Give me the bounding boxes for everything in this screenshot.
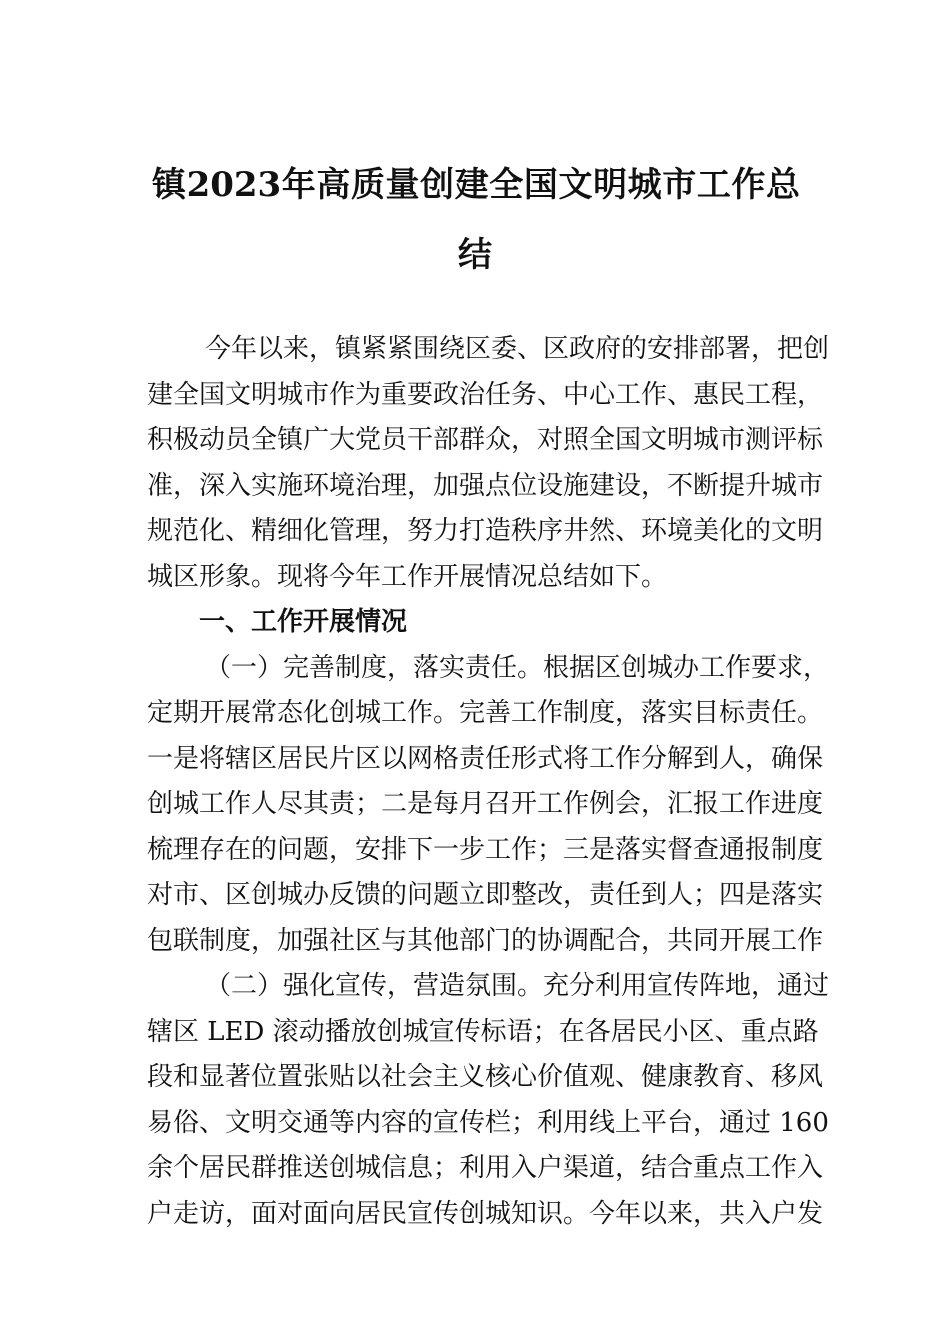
text-line: 段和显著位置张贴以社会主义核心价值观、健康教育、移风 (147, 1062, 824, 1092)
text-line: 一是将辖区居民片区以网格责任形式将工作分解到人，确保 (147, 743, 824, 774)
section2-paragraph (147, 964, 830, 1237)
section1-paragraph (147, 646, 830, 965)
text-line: 城区形象。现将今年工作开展情况总结如下。 (147, 561, 668, 592)
text-line: 余个居民群推送创城信息；利用入户渠道，结合重点工作入 (147, 1153, 824, 1183)
text-line: 创城工作人尽其责；二是每月召开工作例会，汇报工作进度 (147, 789, 824, 819)
text-line: 包联制度，加强社区与其他部门的协调配合，共同开展工作 (147, 925, 824, 956)
text-line: 辖区 LED 滚动播放创城宣传标语；在各居民小区、重点路 (147, 1016, 819, 1047)
document-title-line1: 镇2023年高质量创建全国文明城市工作总 (152, 165, 800, 205)
text-line: 易俗、文明交通等内容的宣传栏；利用线上平台，通过 160 (147, 1107, 829, 1138)
text-line: 对市、区创城办反馈的问题立即整改，责任到人；四是落实 (147, 880, 824, 910)
text-line: 今年以来，镇紧紧围绕区委、区政府的安排部署，把创 (205, 334, 830, 364)
text-line: 准，深入实施环境治理，加强点位设施建设，不断提升城市 (147, 470, 824, 501)
text-line: 建全国文明城市作为重要政治任务、中心工作、惠民工程， (147, 379, 824, 410)
text-line: 定期开展常态化创城工作。完善工作制度，落实目标责任。 (147, 698, 824, 728)
intro-paragraph (147, 327, 830, 600)
text-line: （一）完善制度，落实责任。根据区创城办工作要求， (205, 652, 830, 683)
text-line: 梳理存在的问题，安排下一步工作；三是落实督查通报制度 (147, 834, 824, 865)
document-body (147, 327, 830, 1237)
text-line: 积极动员全镇广大党员干部群众，对照全国文明城市测评标 (147, 425, 824, 455)
document-title-line2: 结 (458, 235, 492, 275)
section-heading: 一、工作开展情况 (199, 607, 408, 637)
text-line: 户走访，面对面向居民宣传创城知识。今年以来，共入户发 (147, 1198, 824, 1229)
text-line: 规范化、精细化管理，努力打造秩序井然、环境美化的文明 (147, 516, 824, 546)
text-line: （二）强化宣传，营造氛围。充分利用宣传阵地，通过 (205, 971, 830, 1001)
